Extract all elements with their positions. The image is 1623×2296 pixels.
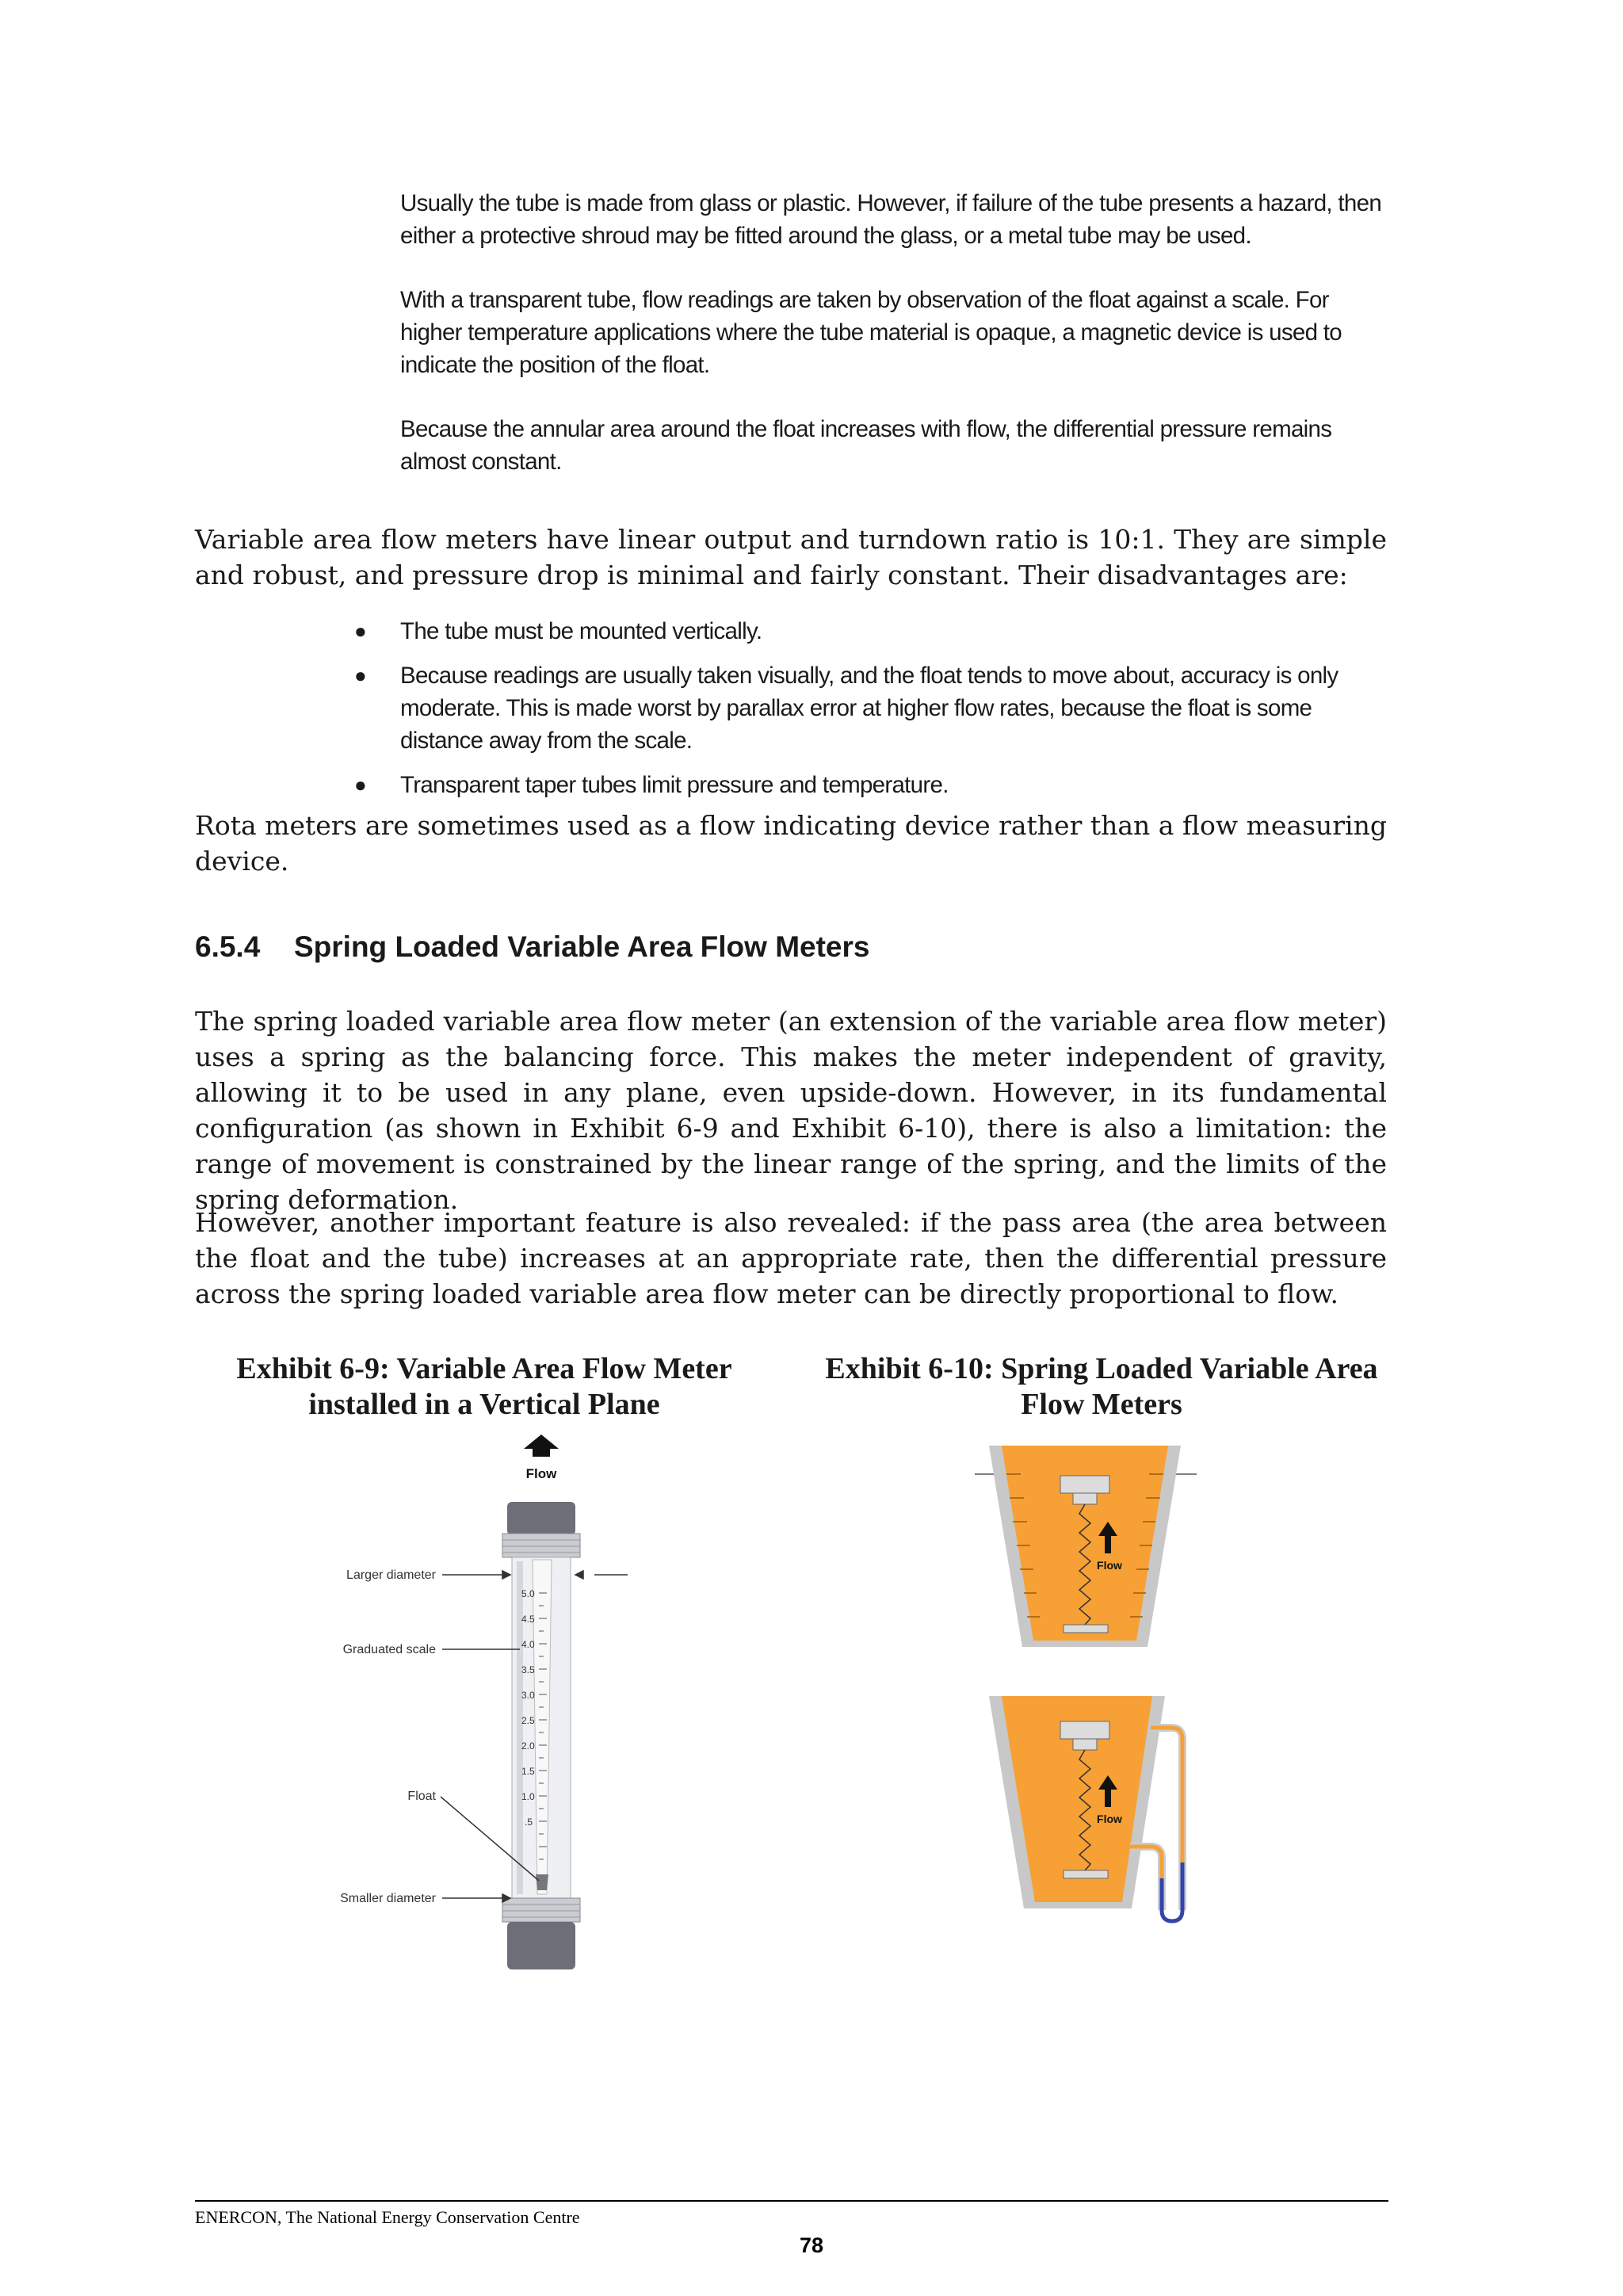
footer-rule bbox=[195, 2200, 1388, 2202]
flow-arrow-icon bbox=[524, 1435, 559, 1457]
list-item: ● Transparent taper tubes limit pressure and temperature. bbox=[341, 769, 1395, 801]
flow-label: Flow bbox=[525, 1466, 557, 1481]
svg-text:1.5: 1.5 bbox=[521, 1766, 535, 1777]
list-item: ● The tube must be mounted vertically. bbox=[341, 615, 1395, 648]
float-label: Float bbox=[407, 1790, 436, 1803]
page-number: 78 bbox=[799, 2233, 824, 2257]
list-item: ● Because readings are usually taken visually, and the float tends to move about, accuracy is only moderate. This is made worst by parallax error at higher flow rates, because the float is some distance away from the scale. bbox=[341, 659, 1395, 757]
section-paragraph-1: The spring loaded variable area flow meter (an extension of the variable area flow meter) uses a spring as the balancing force. This makes the meter independent of gravity, allowing it to be used in any plane, even upside-down. However, in its fundamental configuration (as shown in Exhibit 6-9 and Exhibit 6-10), there is also a limitation: the range of movement is constrained by the linear range of the spring, and the limits of the spring deformation. bbox=[195, 1006, 1387, 1215]
spring-meter-top bbox=[975, 1446, 1197, 1647]
top-thread bbox=[502, 1534, 580, 1557]
bullet-icon: ● bbox=[354, 773, 367, 797]
section-number: 6.5.4 bbox=[195, 930, 261, 963]
section-paragraph-2: However, another important feature is also revealed: if the pass area (the area between the float and the tube) increases at an appropriate rate, then the differential pressure across the spring loaded variable area flow meter can be directly proportional to flow. bbox=[195, 1207, 1387, 1309]
top-cap bbox=[507, 1502, 575, 1535]
svg-text:2.5: 2.5 bbox=[521, 1715, 535, 1726]
float bbox=[536, 1874, 548, 1890]
smaller-diameter-label: Smaller diameter bbox=[340, 1892, 436, 1905]
svg-text:5.0: 5.0 bbox=[521, 1588, 535, 1599]
larger-diameter-label: Larger diameter bbox=[346, 1568, 436, 1582]
rota-paragraph: Rota meters are sometimes used as a flow indicating device rather than a flow measuring device. bbox=[195, 810, 1387, 877]
footer-organization: ENERCON, The National Energy Conservation Centre bbox=[195, 2207, 580, 2227]
svg-text:.5: .5 bbox=[525, 1817, 533, 1828]
spring-loaded-flow-meters-figure bbox=[975, 1435, 1236, 1942]
variable-area-flow-meter-figure bbox=[317, 1435, 682, 1981]
svg-text:4.0: 4.0 bbox=[521, 1639, 535, 1650]
svg-text:2.0: 2.0 bbox=[521, 1740, 535, 1752]
bottom-thread bbox=[502, 1898, 580, 1922]
intro-paragraph-2: With a transparent tube, flow readings are taken by observation of the float against a scale. For higher temperature applications where the tube material is opaque, a magnetic device is used to indicate the position of the float. bbox=[400, 287, 1342, 378]
flow-label-top: Flow bbox=[1097, 1559, 1122, 1572]
bullet-icon: ● bbox=[354, 619, 367, 643]
flow-label-bottom: Flow bbox=[1097, 1813, 1122, 1825]
intro-paragraph-1: Usually the tube is made from glass or plastic. However, if failure of the tube presents a hazard, then either a protective shroud may be fitted around the glass, or a metal tube may be used. bbox=[400, 190, 1382, 249]
spring-meter-bottom bbox=[989, 1696, 1182, 1921]
section-heading bbox=[195, 929, 870, 965]
bullet-icon: ● bbox=[354, 663, 367, 687]
intro-paragraph-3: Because the annular area around the float increases with flow, the differential pressure remains almost constant. bbox=[400, 416, 1332, 475]
exhibit-10-caption: Exhibit 6-10: Spring Loaded Variable Area Flow Meters bbox=[825, 1352, 1378, 1421]
graduated-scale-label: Graduated scale bbox=[342, 1643, 436, 1656]
disadvantages-list bbox=[341, 615, 1395, 813]
exhibit-9-caption: Exhibit 6-9: Variable Area Flow Meter installed in a Vertical Plane bbox=[236, 1352, 732, 1421]
svg-text:3.5: 3.5 bbox=[521, 1664, 535, 1675]
section-title: Spring Loaded Variable Area Flow Meters bbox=[294, 930, 870, 963]
advantages-paragraph: Variable area flow meters have linear output and turndown ratio is 10:1. They are simple and robust, and pressure drop is minimal and fairly constant. Their disadvantages are: bbox=[195, 524, 1387, 590]
svg-text:4.5: 4.5 bbox=[521, 1614, 535, 1625]
intro-block bbox=[400, 187, 1391, 510]
svg-text:1.0: 1.0 bbox=[521, 1791, 535, 1802]
svg-text:3.0: 3.0 bbox=[521, 1690, 535, 1701]
bottom-cap bbox=[507, 1922, 575, 1969]
